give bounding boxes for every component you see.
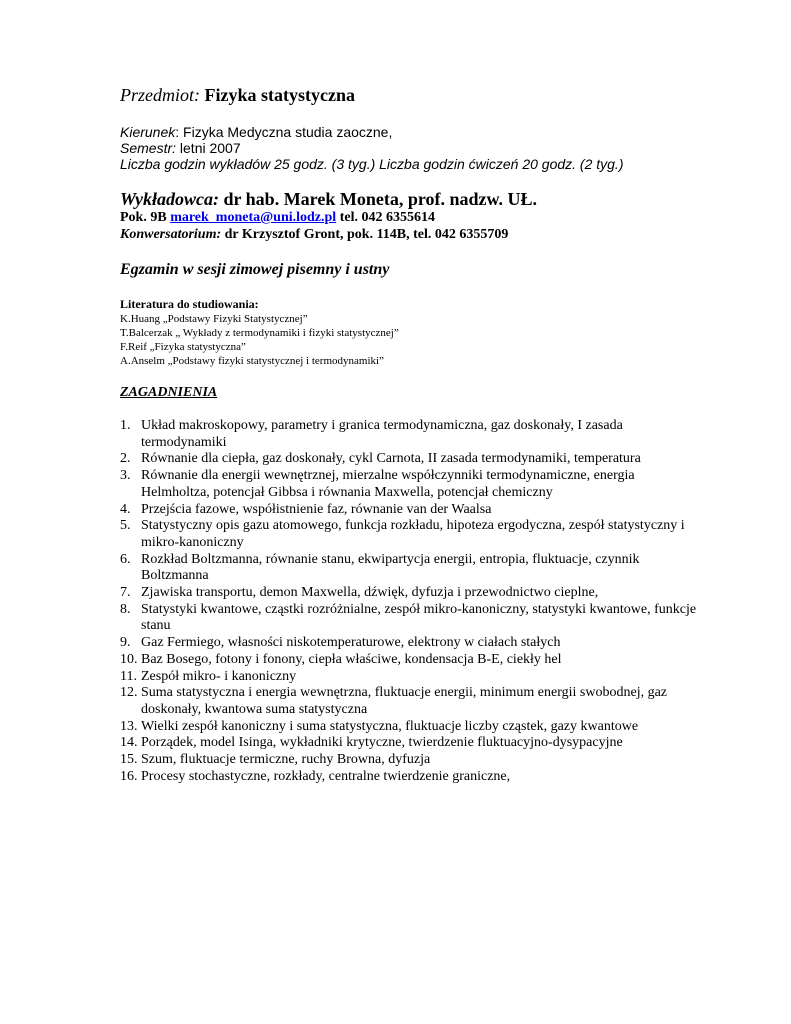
literature-item: F.Reif „Fizyka statystyczna” — [120, 341, 246, 353]
topic-item — [120, 451, 700, 468]
topic-number: 15. — [120, 752, 138, 768]
topics-heading: ZAGADNIENIA — [120, 385, 218, 400]
topic-item — [120, 468, 700, 501]
subject-label: Przedmiot: — [120, 85, 200, 105]
topic-number: 13. — [120, 718, 138, 734]
literature-heading: Literatura do studiowania: — [120, 297, 259, 311]
topic-text: Wielki zespół kanoniczny i suma statystyczna, fluktuacje liczby cząstek, gazy kwantowe — [141, 718, 639, 734]
semester-value: letni 2007 — [176, 140, 241, 156]
tutorial-label: Konwersatorium: — [120, 227, 222, 242]
topic-text: Statystyki kwantowe, cząstki rozróżnialne, zespół mikro-kanoniczny, statystyki kwantowe, funkcje stanu — [141, 601, 697, 634]
topic-text: Równanie dla ciepła, gaz doskonały, cykl Carnota, II zasada termodynamiki, temperatura — [141, 451, 641, 467]
semester — [120, 140, 241, 156]
tutorial-line — [120, 227, 508, 243]
topic-item — [120, 635, 700, 652]
topic-number: 11. — [120, 668, 137, 684]
topic-text: Układ makroskopowy, parametry i granica termodynamiczna, gaz doskonały, I zasada termodynamiki — [141, 418, 623, 450]
tutorial-info: dr Krzysztof Gront, pok. 114B, tel. 042 6355709 — [221, 227, 509, 242]
room-number: Pok. 9B — [120, 210, 171, 225]
subject-title — [120, 85, 355, 106]
topic-number: 6. — [120, 551, 131, 567]
topic-item — [120, 602, 700, 635]
contact-line — [120, 210, 435, 226]
topic-number: 1. — [120, 418, 131, 433]
topic-item — [120, 752, 700, 769]
topic-text: Zespół mikro- i kanoniczny — [141, 668, 297, 684]
topic-text: Gaz Fermiego, własności niskotemperaturowe, elektrony w ciałach stałych — [141, 635, 561, 651]
topic-item — [120, 652, 700, 669]
topic-number: 8. — [120, 601, 131, 617]
topic-text: Procesy stochastyczne, rozkłady, centralne twierdzenie graniczne, — [141, 768, 511, 784]
topic-item — [120, 418, 700, 451]
topic-text: Przejścia fazowe, współistnienie faz, równanie van der Waalsa — [141, 501, 492, 517]
topic-number: 7. — [120, 585, 131, 601]
topic-item — [120, 669, 700, 686]
topic-item — [120, 518, 700, 551]
topic-text: Zjawiska transportu, demon Maxwella, dźwięk, dyfuzja i przewodnictwo cieplne, — [141, 585, 599, 601]
lecturer-name: dr hab. Marek Moneta, prof. nadzw. UŁ. — [219, 189, 538, 209]
topic-item — [120, 735, 700, 752]
subject-name: Fizyka statystyczna — [204, 85, 355, 105]
topic-number: 14. — [120, 735, 138, 751]
exam-info: Egzamin w sesji zimowej pisemny i ustny — [120, 261, 390, 278]
topic-number: 9. — [120, 635, 131, 651]
topic-number: 10. — [120, 651, 138, 667]
topic-item — [120, 585, 700, 602]
literature-list — [120, 312, 399, 368]
topic-text: Porządek, model Isinga, wykładniki krytyczne, twierdzenie fluktuacyjno-dysypacyjne — [141, 735, 623, 751]
semester-label: Semestr: — [120, 140, 177, 156]
topic-number: 4. — [120, 501, 131, 517]
topic-number: 5. — [120, 518, 131, 534]
topics-list — [120, 418, 700, 785]
topic-text: Równanie dla energii wewnętrznej, mierzalne współczynniki termodynamiczne, energia Helmholtza, potencjał Gibbsa i równania Maxwella, potencjał chemiczny — [141, 468, 635, 500]
topic-number: 3. — [120, 468, 131, 484]
topic-number: 2. — [120, 451, 131, 467]
topic-item — [120, 769, 700, 786]
lecturer-line — [120, 189, 537, 210]
topic-item — [120, 719, 700, 736]
topic-text: Baz Bosego, fotony i fonony, ciepła właściwe, kondensacja B-E, ciekły hel — [141, 651, 562, 667]
literature-item: A.Anselm „Podstawy fizyki statystycznej i termodynamiki” — [120, 355, 384, 367]
topic-item — [120, 502, 700, 519]
phone-number: tel. 042 6355614 — [336, 210, 435, 225]
field-of-study — [120, 124, 392, 140]
topic-number: 12. — [120, 685, 138, 701]
topic-text: Statystyczny opis gazu atomowego, funkcja rozkładu, hipoteza ergodyczna, zespół statystyczny i mikro-kanoniczny — [141, 518, 685, 550]
field-label: Kierunek — [120, 124, 176, 140]
topic-item — [120, 552, 700, 585]
email-link[interactable]: marek_moneta@uni.lodz.pl — [170, 210, 337, 225]
topic-number: 16. — [120, 768, 138, 784]
lecturer-label: Wykładowca: — [120, 189, 219, 209]
topic-text: Rozkład Boltzmanna, równanie stanu, ekwipartycja energii, entropia, fluktuacje, czynnik Boltzmanna — [141, 551, 640, 584]
topic-item — [120, 685, 700, 718]
literature-item: T.Balcerzak „ Wykłady z termodynamiki i fizyki statystycznej” — [120, 327, 399, 339]
topic-text: Szum, fluktuacje termiczne, ruchy Browna, dyfuzja — [141, 752, 431, 768]
literature-item: K.Huang „Podstawy Fizyki Statystycznej” — [120, 313, 308, 325]
field-value: : Fizyka Medyczna studia zaoczne, — [175, 124, 393, 140]
hours-line: Liczba godzin wykładów 25 godz. (3 tyg.) Liczba godzin ćwiczeń 20 godz. (2 tyg.) — [120, 156, 624, 172]
topic-text: Suma statystyczna i energia wewnętrzna, fluktuacje energii, minimum energii swobodnej, gaz doskonały, kwantowa suma statystyczna — [141, 685, 668, 717]
